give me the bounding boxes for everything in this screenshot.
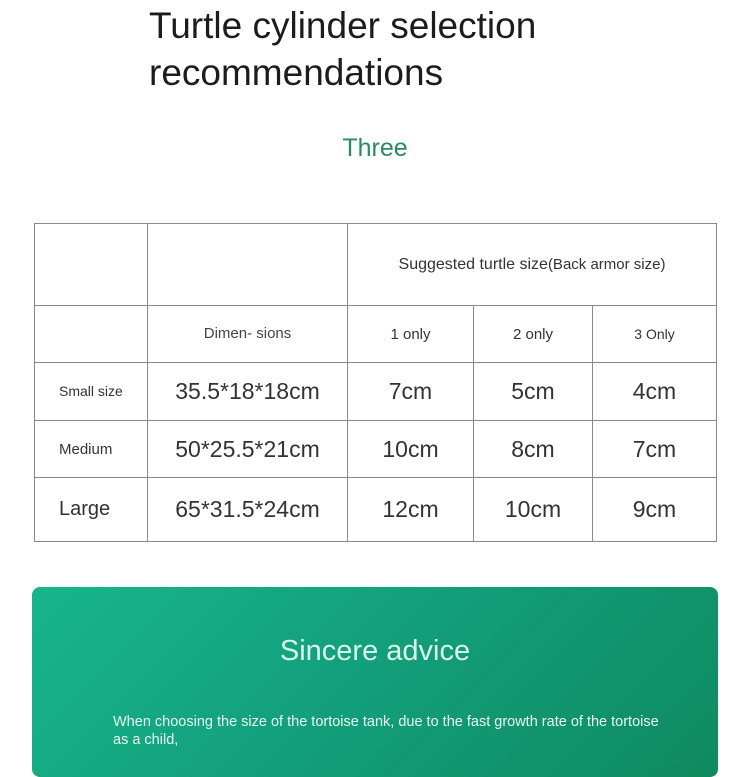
row-label-large: Large xyxy=(35,478,148,542)
size-cell-one: 7cm xyxy=(348,363,474,421)
size-cell-three: 9cm xyxy=(593,478,717,542)
advice-text: When choosing the size of the tortoise tank, due to the fast growth rate of the tortoise as a child, xyxy=(113,714,659,748)
count-header-one: 1 only xyxy=(348,306,474,363)
table-corner-cell xyxy=(35,224,148,306)
page-title: Turtle cylinder selection recommendations xyxy=(149,5,537,93)
count-header-three: 3 Only xyxy=(593,306,717,363)
dimensions-header xyxy=(148,306,348,363)
size-cell-three: 7cm xyxy=(593,421,717,478)
row-label-medium: Medium xyxy=(35,421,148,478)
size-cell-three: 4cm xyxy=(593,363,717,421)
tank-size-table xyxy=(34,223,717,542)
size-cell-one: 12cm xyxy=(348,478,474,542)
suggested-size-label: Suggested turtle size xyxy=(398,255,548,273)
size-cell-two: 10cm xyxy=(474,478,593,542)
dimensions-cell: 65*31.5*24cm xyxy=(148,478,348,542)
table-header-row xyxy=(35,224,717,306)
table-blank-header-cell xyxy=(148,224,348,306)
table-row xyxy=(35,421,717,478)
row-label-small: Small size xyxy=(35,363,148,421)
suggested-size-header xyxy=(348,224,717,306)
table-row xyxy=(35,363,717,421)
dimensions-cell: 35.5*18*18cm xyxy=(148,363,348,421)
table-subheader-row xyxy=(35,306,717,363)
advice-panel xyxy=(32,587,718,777)
section-subtitle: Three xyxy=(342,134,408,162)
table-row xyxy=(35,478,717,542)
size-cell-two: 5cm xyxy=(474,363,593,421)
dimensions-label: Dimen- sions xyxy=(203,325,292,342)
size-cell-two: 8cm xyxy=(474,421,593,478)
count-header-two: 2 only xyxy=(474,306,593,363)
size-cell-one: 10cm xyxy=(348,421,474,478)
back-armor-note: (Back armor size) xyxy=(547,255,666,273)
dimensions-cell: 50*25.5*21cm xyxy=(148,421,348,478)
table-blank-cell xyxy=(35,306,148,363)
advice-title: Sincere advice xyxy=(279,635,471,667)
